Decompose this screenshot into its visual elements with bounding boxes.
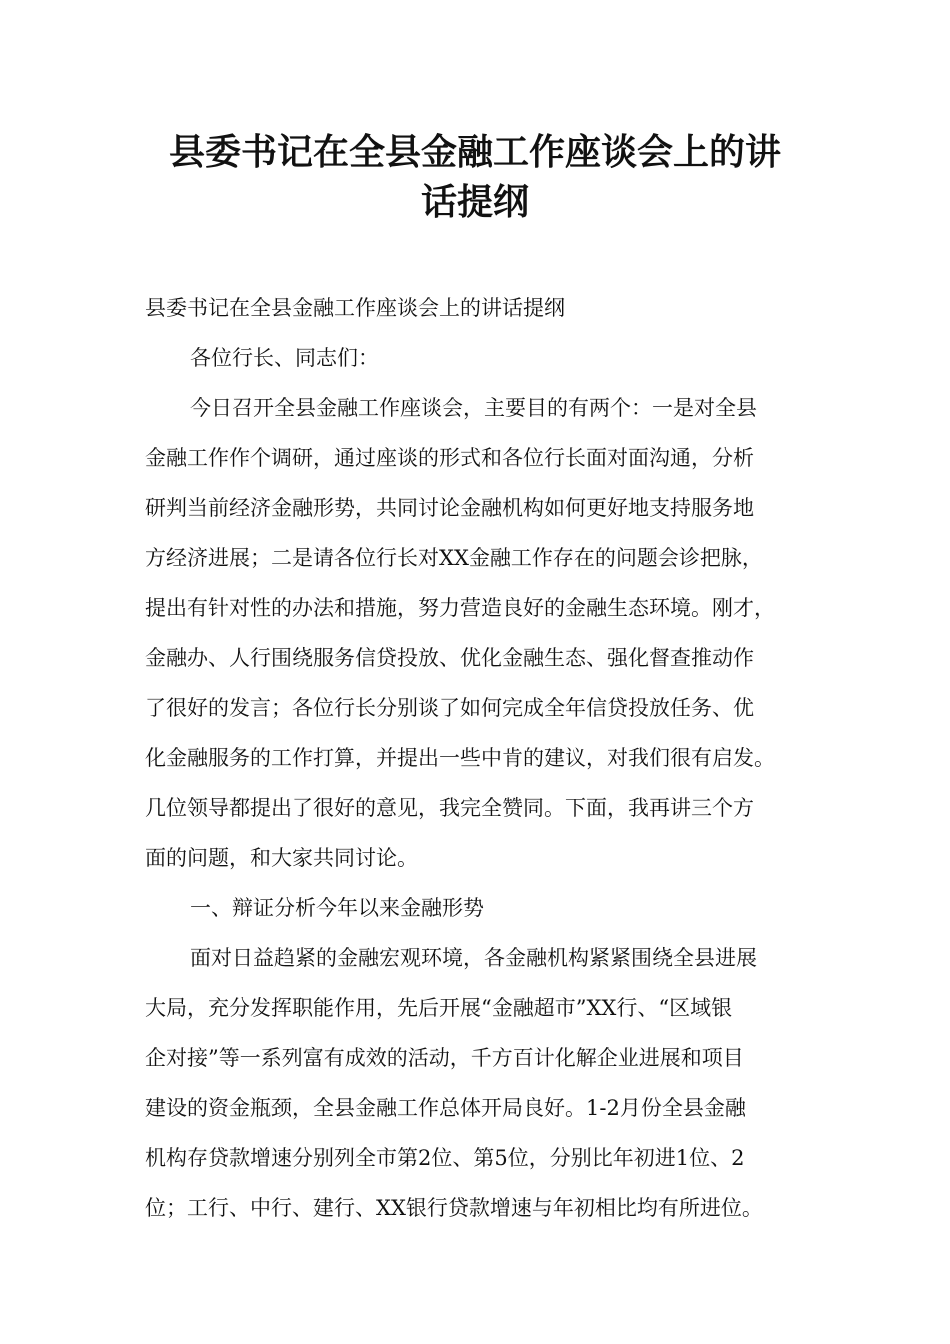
document-body	[145, 283, 830, 1233]
paragraph-2-line-4: 建设的资金瓶颈，全县金融工作总体开局良好。1-2月份全县金融	[145, 1096, 746, 1120]
paragraph-1-line-8: 化金融服务的工作打算，并提出一些中肯的建议，对我们很有启发。	[145, 746, 775, 770]
paragraph-1-line-6: 金融办、人行围绕服务信贷投放、优化金融生态、强化督查推动作	[145, 646, 754, 670]
paragraph-1-line-3: 研判当前经济金融形势，共同讨论金融机构如何更好地支持服务地	[145, 496, 754, 520]
paragraph-2-line-1: 面对日益趋紧的金融宏观环境，各金融机构紧紧围绕全县进展	[190, 946, 757, 970]
paragraph-1-line-2: 金融工作作个调研，通过座谈的形式和各位行长面对面沟通，分析	[145, 446, 754, 470]
subtitle-line: 县委书记在全县金融工作座谈会上的讲话提纲	[145, 296, 565, 320]
salutation-line: 各位行长、同志们：	[190, 346, 379, 370]
paragraph-1-line-10: 面的问题，和大家共同讨论。	[145, 846, 418, 870]
paragraph-2-line-2: 大局，充分发挥职能作用，先后开展“金融超市”XX行、“区域银	[145, 996, 733, 1020]
paragraph-2-line-3: 企对接”等一系列富有成效的活动，千方百计化解企业进展和项目	[145, 1046, 744, 1070]
title-line-2: 话提纲	[420, 182, 529, 223]
section-heading-1: 一、辩证分析今年以来金融形势	[190, 896, 484, 920]
paragraph-1-line-1: 今日召开全县金融工作座谈会，主要目的有两个：一是对全县	[190, 396, 757, 420]
paragraph-1-line-7: 了很好的发言；各位行长分别谈了如何完成全年信贷投放任务、优	[145, 696, 754, 720]
title-line-1: 县委书记在全县金融工作座谈会上的讲	[168, 132, 781, 173]
paragraph-1-line-9: 几位领导都提出了很好的意见，我完全赞同。下面，我再讲三个方	[145, 796, 754, 820]
paragraph-2-line-5: 机构存贷款增速分别列全市第2位、第5位，分别比年初进1位、2	[145, 1146, 745, 1170]
paragraph-1-line-5: 提出有针对性的办法和措施，努力营造良好的金融生态环境。刚才，	[145, 596, 775, 620]
document-title	[120, 128, 830, 228]
paragraph-2-line-6: 位；工行、中行、建行、XX银行贷款增速与年初相比均有所进位。	[145, 1196, 763, 1220]
paragraph-1-line-4: 方经济进展；二是请各位行长对XX金融工作存在的问题会诊把脉，	[145, 546, 763, 570]
